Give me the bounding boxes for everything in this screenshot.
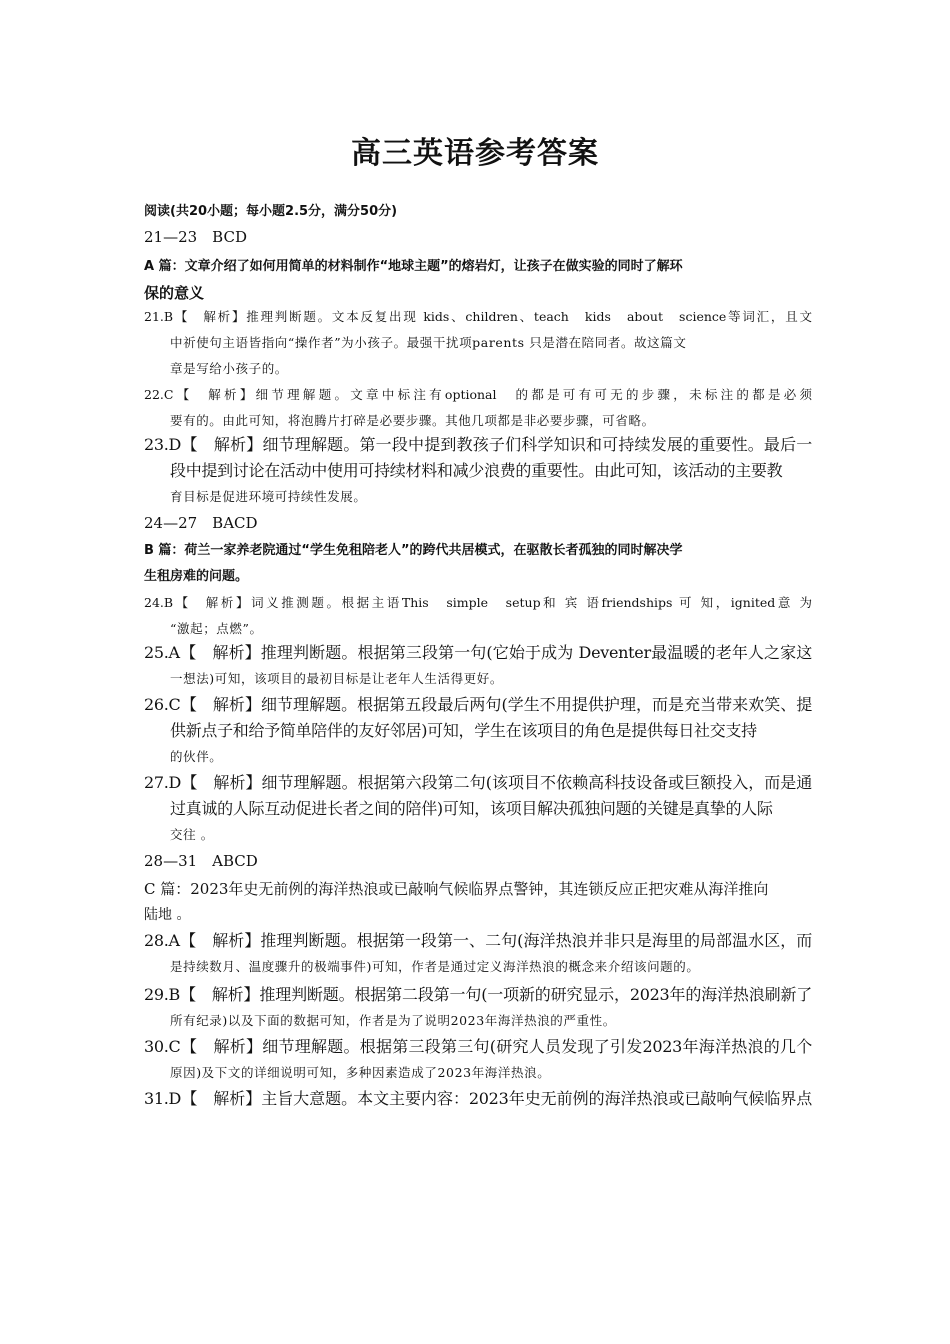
passage-summary: C 篇：2023年史无前例的海洋热浪或已敲响气候临界点警钟，其连锁反应正把灾难从海洋推向 陆地 。 <box>144 880 769 923</box>
section-header: 阅读(共20小题；每小题2.5分，满分50分) <box>144 204 398 219</box>
answer-range: 28—31 ABCD <box>144 852 258 870</box>
explanation-29: 29.B【 解析】推理判断题。根据第二段第一句(一项新的研究显示，2023年的海洋热浪刷新了 所有纪录)以及下面的数据可知，作者是为了说明2023年海洋热浪的严重性。 <box>144 985 812 1028</box>
passage-summary: A 篇：文章介绍了如何用简单的材料制作“地球主题”的熔岩灯，让孩子在做实验的同时了解环 保的意义 <box>144 259 683 302</box>
explanation-25: 25.A【 解析】推理判断题。根据第三段第一句(它始于成为 Deventer最温暖的老年人之家这 一想法)可知，该项目的最初目标是让老年人生活得更好。 <box>144 643 812 686</box>
answer-range: 24—27 BACD <box>144 514 258 532</box>
explanation-31: 31.D【 解析】主旨大意题。本文主要内容：2023年史无前例的海洋热浪或已敲响气候临界点 <box>144 1089 812 1108</box>
explanation-23: 23.D【 解析】细节理解题。第一段中提到教孩子们科学知识和可持续发展的重要性。最后一 段中提到讨论在活动中使用可持续材料和减少浪费的重要性。由此可知，该活动的主要教 育目标是促进环境可持续性发展。 <box>144 435 812 504</box>
explanation-28: 28.A【 解析】推理判断题。根据第一段第一、二句(海洋热浪并非只是海里的局部温水区，而 是持续数月、温度骤升的极端事件)可知，作者是通过定义海洋热浪的概念来介绍该问题的。 <box>144 931 812 974</box>
answer-range: 21—23 BCD <box>144 228 247 246</box>
explanation-26: 26.C【 解析】细节理解题。根据第五段最后两句(学生不用提供护理，而是充当带来欢笑、提 供新点子和给予简单陪伴的友好邻居)可知，学生在该项目的角色是提供每日社交支持 的伙伴。 <box>144 695 812 764</box>
explanation-21: 21.B【 解析】推理判断题。文本反复出现 kids、children、teach kids about science等词汇，且文 中祈使句主语皆指向“操作者”为小孩子。最强干扰项parents 只是潜在陪同者。故这篇文 章是写给小孩子的。 <box>144 309 812 376</box>
page-title: 高三英语参考答案 <box>351 136 599 171</box>
passage-summary: B 篇：荷兰一家养老院通过“学生免租陪老人”的跨代共居模式，在驱散长者孤独的同时解决学 生租房难的问题。 <box>144 543 683 584</box>
explanation-24: 24.B【 解析】词义推测题。根据主语This simple setup和 宾 语friendships 可 知，ignited意 为 “激起；点燃”。 <box>144 595 812 636</box>
explanation-27: 27.D【 解析】细节理解题。根据第六段第二句(该项目不依赖高科技设备或巨额投入，而是通 过真诚的人际互动促进长者之间的陪伴)可知，该项目解决孤独问题的关键是真挚的人际 交往 。 <box>144 773 812 842</box>
explanation-30: 30.C【 解析】细节理解题。根据第三段第三句(研究人员发现了引发2023年海洋热浪的几个 原因)及下文的详细说明可知，多种因素造成了2023年海洋热浪。 <box>144 1037 812 1080</box>
explanation-22: 22.C【 解析】细节理解题。文章中标注有optional 的都是可有可无的步骤，未标注的都是必须 要有的。由此可知，将泡腾片打碎是必要步骤。其他几项都是非必要步骤，可省略。 <box>144 387 813 428</box>
